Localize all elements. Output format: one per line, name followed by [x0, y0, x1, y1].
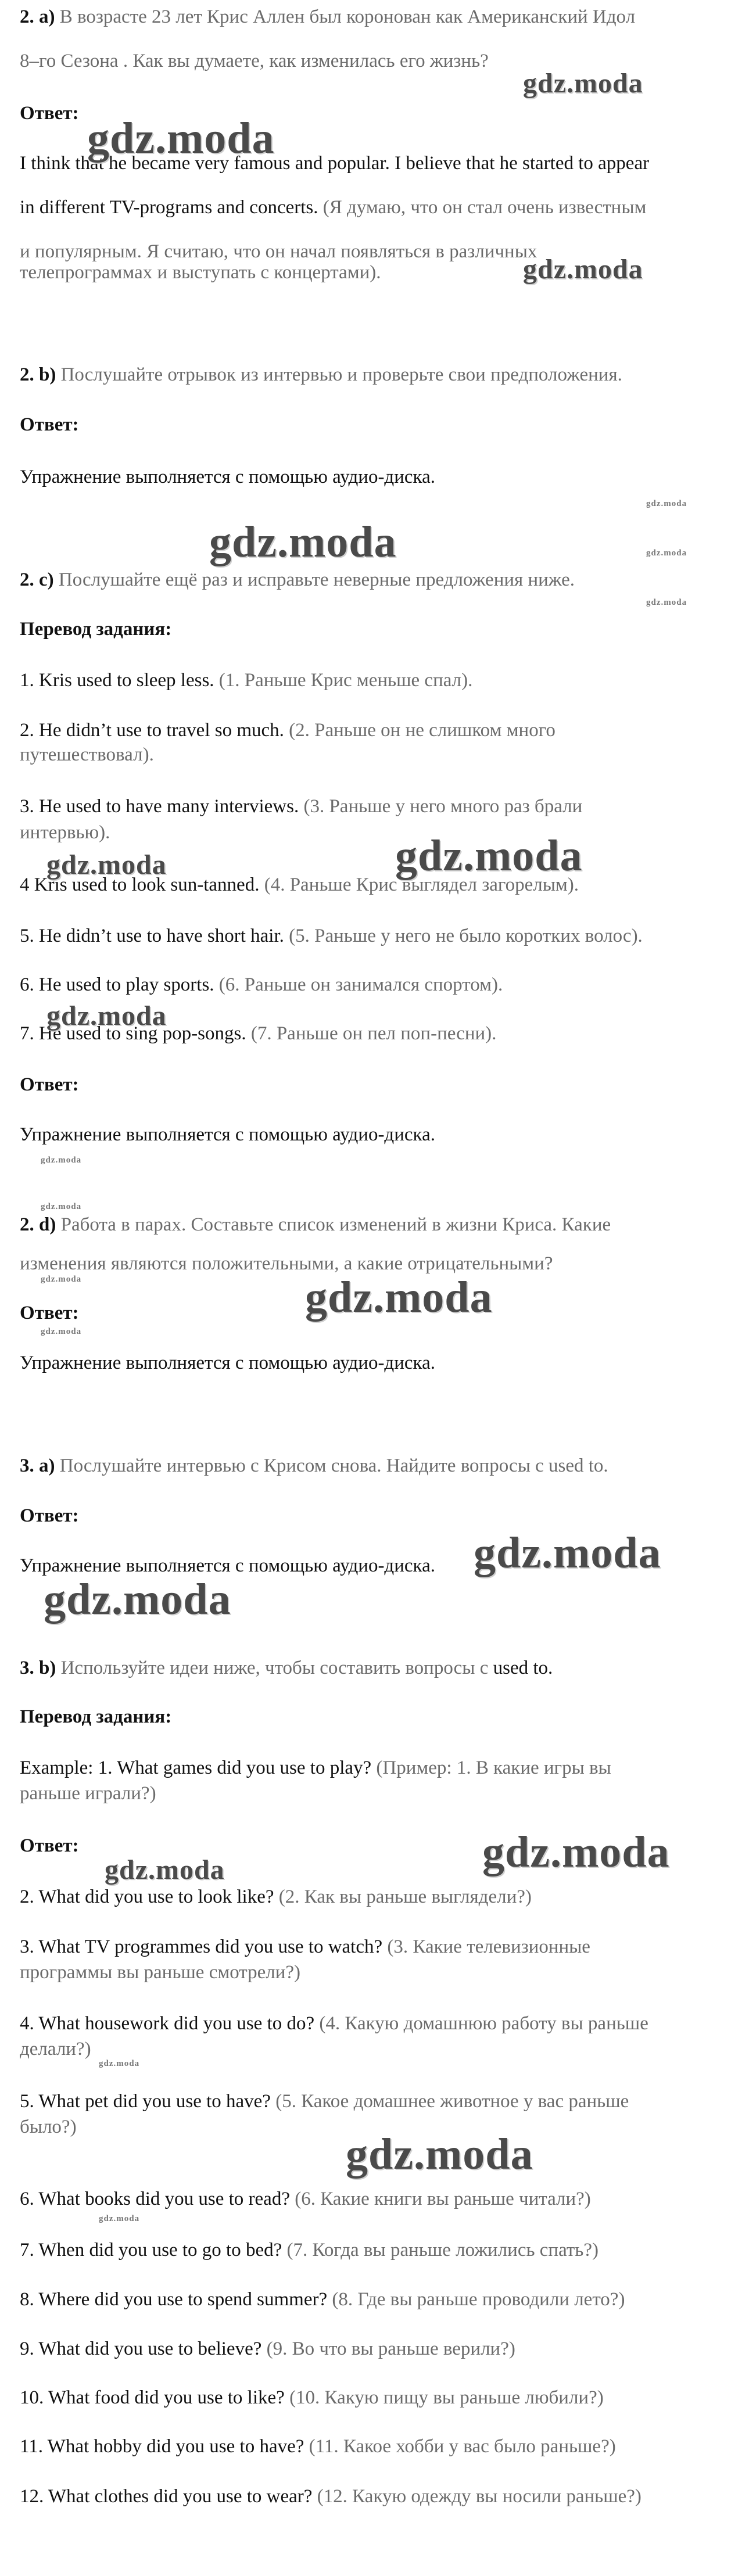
answer-label: Ответ:: [20, 1303, 79, 1323]
answer-label: Ответ:: [20, 1835, 79, 1856]
watermark: gdz.moda: [395, 831, 583, 880]
answer-translation: и популярным. Я считаю, что он начал появляться в различных: [20, 241, 537, 262]
answer-text: Упражнение выполняется с помощью аудио-диска.: [20, 467, 435, 487]
exercise-2a-question-cont: 8–го Сезона . Как вы думаете, как изменилась его жизнь?: [20, 51, 489, 71]
exercise-2a-question: 2. a) В возрасте 23 лет Крис Аллен был коронован как Американский Идол: [20, 6, 636, 27]
watermark: gdz.moda: [46, 1000, 167, 1031]
list-item: 1. Kris used to sleep less. (1. Раньше Крис меньше спал).: [20, 670, 473, 691]
watermark: gdz.moda: [46, 849, 167, 880]
exercise-2d-question-cont: изменения являются положительными, а какие отрицательными?: [20, 1253, 553, 1274]
exercise-2d-question: 2. d) Работа в парах. Составьте список изменений в жизни Криса. Какие: [20, 1214, 611, 1235]
translation-label: Перевод задания:: [20, 1706, 172, 1727]
list-item: 2. What did you use to look like? (2. Как вы раньше выглядели?): [20, 1886, 532, 1907]
list-item: 2. He didn’t use to travel so much. (2. Раньше он не слишком много: [20, 720, 556, 741]
list-item: 11. What hobby did you use to have? (11. Какое хобби у вас было раньше?): [20, 2436, 616, 2457]
list-item: 5. What pet did you use to have? (5. Какое домашнее животное у вас раньше: [20, 2091, 629, 2112]
watermark: gdz.moda: [474, 1529, 661, 1577]
example-line-cont: раньше играли?): [20, 1783, 156, 1804]
answer-text: Упражнение выполняется с помощью аудио-диска.: [20, 1352, 435, 1373]
list-item: 10. What food did you use to like? (10. Какую пищу вы раньше любили?): [20, 2387, 604, 2408]
watermark: gdz.moda: [305, 1273, 493, 1322]
answer-label: Ответ:: [20, 414, 79, 435]
answer-english: I think that he became very famous and popular. I believe that he started to appear: [20, 153, 650, 174]
exercise-2c-question: 2. c) Послушайте ещё раз и исправьте неверные предложения ниже.: [20, 569, 575, 590]
watermark: gdz.moda: [346, 2130, 533, 2179]
list-item: 3. What TV programmes did you use to watch? (3. Какие телевизионные: [20, 1936, 590, 1957]
list-item: 3. He used to have many interviews. (3. Раньше у него много раз брали: [20, 796, 583, 817]
watermark: gdz.moda: [523, 254, 643, 285]
list-item: 4 Kris used to look sun-tanned. (4. Раньше Крис выглядел загорелым).: [20, 874, 579, 895]
exercise-2b-question: 2. b) Послушайте отрывок из интервью и проверьте свои предположения.: [20, 364, 622, 385]
watermark: gdz.moda: [209, 518, 397, 566]
list-item-cont: интервью).: [20, 822, 110, 843]
exercise-3b-question: 3. b) Используйте идеи ниже, чтобы составить вопросы с used to.: [20, 1657, 553, 1678]
watermark: gdz.moda: [41, 1202, 82, 1211]
list-item: 6. What books did you use to read? (6. Какие книги вы раньше читали?): [20, 2188, 591, 2209]
list-item: 12. What clothes did you use to wear? (12. Какую одежду вы носили раньше?): [20, 2486, 642, 2507]
answer-label: Ответ:: [20, 1505, 79, 1526]
answer-translation-cont: телепрограммах и выступать с концертами).: [20, 262, 381, 283]
watermark: gdz.moda: [87, 114, 275, 163]
watermark: gdz.moda: [99, 2059, 140, 2068]
list-item-cont: программы вы раньше смотрели?): [20, 1962, 301, 1983]
watermark: gdz.moda: [523, 68, 643, 99]
watermark: gdz.moda: [44, 1575, 231, 1624]
list-item-cont: делали?): [20, 2039, 91, 2060]
answer-text: Упражнение выполняется с помощью аудио-диска.: [20, 1555, 435, 1576]
answer-label: Ответ:: [20, 103, 79, 124]
list-item: 4. What housework did you use to do? (4. Какую домашнюю работу вы раньше: [20, 2013, 648, 2034]
answer-english-cont: in different TV-programs and concerts. (Я думаю, что он стал очень известным: [20, 197, 647, 218]
watermark: gdz.moda: [482, 1828, 670, 1877]
list-item: 7. When did you use to go to bed? (7. Когда вы раньше ложились спать?): [20, 2240, 599, 2261]
watermark: gdz.moda: [41, 1327, 82, 1336]
watermark: gdz.moda: [646, 598, 687, 607]
answer-label: Ответ:: [20, 1074, 79, 1095]
watermark: gdz.moda: [41, 1275, 82, 1284]
list-item: 9. What did you use to believe? (9. Во что вы раньше верили?): [20, 2338, 515, 2359]
answer-text: Упражнение выполняется с помощью аудио-диска.: [20, 1124, 435, 1145]
watermark: gdz.moda: [105, 1854, 225, 1885]
watermark: gdz.moda: [41, 1156, 82, 1165]
list-item: 7. He used to sing pop-songs. (7. Раньше он пел поп-песни).: [20, 1023, 497, 1044]
watermark: gdz.moda: [99, 2214, 140, 2223]
list-item-cont: путешествовал).: [20, 744, 154, 765]
list-item-cont: было?): [20, 2116, 77, 2137]
watermark: gdz.moda: [646, 548, 687, 558]
example-line: Example: 1. What games did you use to play? (Пример: 1. В какие игры вы: [20, 1757, 611, 1778]
translation-label: Перевод задания:: [20, 619, 172, 640]
exercise-3a-question: 3. a) Послушайте интервью с Крисом снова. Найдите вопросы с used to.: [20, 1455, 608, 1476]
list-item: 5. He didn’t use to have short hair. (5. Раньше у него не было коротких волос).: [20, 925, 643, 946]
list-item: 8. Where did you use to spend summer? (8. Где вы раньше проводили лето?): [20, 2289, 625, 2310]
list-item: 6. He used to play sports. (6. Раньше он занимался спортом).: [20, 974, 503, 995]
watermark: gdz.moda: [646, 499, 687, 508]
